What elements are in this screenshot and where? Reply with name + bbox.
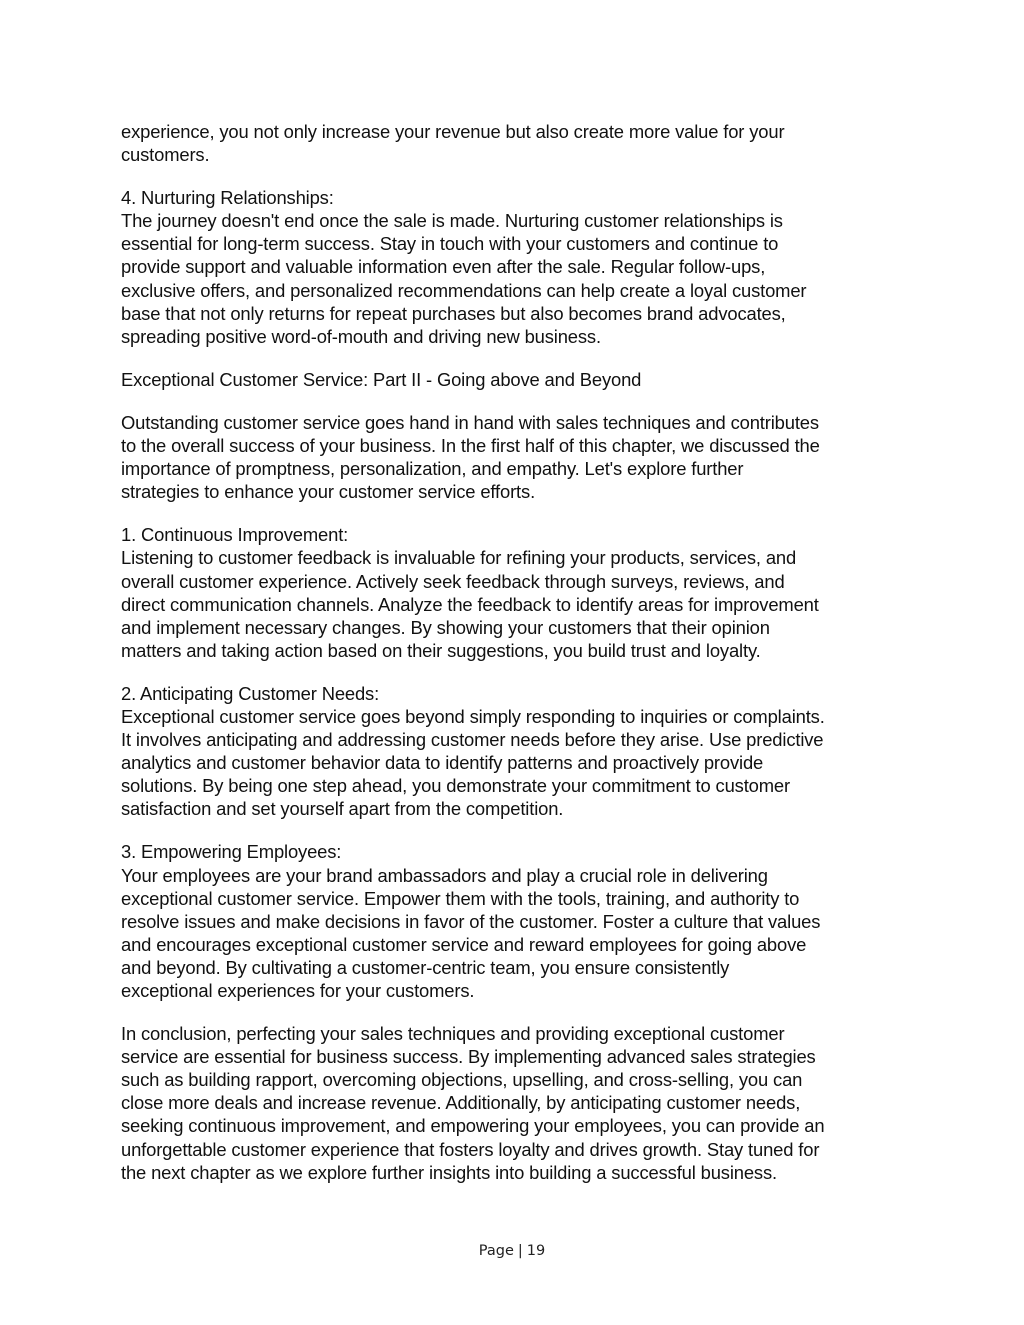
text-line: to the overall success of your business. In the first half of this chapter, we discussed the bbox=[121, 435, 820, 457]
text-line: resolve issues and make decisions in favor of the customer. Foster a culture that values bbox=[121, 910, 821, 932]
page-footer bbox=[0, 1243, 1024, 1259]
text-line: essential for long-term success. Stay in touch with your customers and continue to bbox=[121, 233, 779, 255]
section-heading: 4. Nurturing Relationships: bbox=[121, 187, 334, 209]
text-line: satisfaction and set yourself apart from the competition. bbox=[121, 798, 564, 820]
text-line: close more deals and increase revenue. Additionally, by anticipating customer needs, bbox=[121, 1092, 801, 1114]
part-intro-paragraph bbox=[121, 411, 911, 503]
text-line: service are essential for business success. By implementing advanced sales strategies bbox=[121, 1046, 816, 1068]
text-line: such as building rapport, overcoming objections, upselling, and cross-selling, you can bbox=[121, 1069, 803, 1091]
text-line: matters and taking action based on their suggestions, you build trust and loyalty. bbox=[121, 639, 761, 661]
text-line: Outstanding customer service goes hand in hand with sales techniques and contributes bbox=[121, 411, 819, 433]
text-line: and beyond. By cultivating a customer-centric team, you ensure consistently bbox=[121, 956, 730, 978]
text-line: experience, you not only increase your revenue but also create more value for your bbox=[121, 121, 785, 142]
section-heading: 3. Empowering Employees: bbox=[121, 841, 342, 863]
text-line: In conclusion, perfecting your sales techniques and providing exceptional customer bbox=[121, 1023, 785, 1045]
text-line: analytics and customer behavior data to identify patterns and proactively provide bbox=[121, 752, 764, 774]
text-line: base that not only returns for repeat purchases but also becomes brand advocates, bbox=[121, 302, 786, 324]
text-line: and encourages exceptional customer service and reward employees for going above bbox=[121, 933, 807, 955]
text-line: unforgettable customer experience that fosters loyalty and drives growth. Stay tuned for bbox=[121, 1138, 820, 1160]
text-line: exceptional experiences for your customers. bbox=[121, 980, 475, 1001]
text-line: Exceptional customer service goes beyond simply responding to inquiries or complaints. bbox=[121, 705, 825, 727]
document-page bbox=[121, 120, 911, 1204]
text-line: The journey doesn't end once the sale is made. Nurturing customer relationships is bbox=[121, 210, 783, 232]
text-line: importance of promptness, personalization, and empathy. Let's explore further bbox=[121, 458, 744, 480]
text-line: and implement necessary changes. By showing your customers that their opinion bbox=[121, 616, 770, 638]
section-heading: 2. Anticipating Customer Needs: bbox=[121, 682, 380, 704]
section-heading: 1. Continuous Improvement: bbox=[121, 524, 349, 546]
text-line: exclusive offers, and personalized recommendations can help create a loyal customer bbox=[121, 279, 807, 301]
section-anticipating-customer-needs bbox=[121, 682, 911, 821]
text-line: Your employees are your brand ambassadors and play a crucial role in delivering bbox=[121, 864, 768, 886]
page-separator: | bbox=[517, 1243, 523, 1259]
text-line: solutions. By being one step ahead, you demonstrate your commitment to customer bbox=[121, 775, 790, 797]
text-line: the next chapter as we explore further insights into building a successful business. bbox=[121, 1161, 777, 1183]
text-line: provide support and valuable information even after the sale. Regular follow-ups, bbox=[121, 256, 766, 278]
conclusion-paragraph bbox=[121, 1022, 911, 1184]
part-title-text: Exceptional Customer Service: Part II - Going above and Beyond bbox=[121, 368, 642, 390]
text-line: Listening to customer feedback is invaluable for refining your products, services, and bbox=[121, 547, 797, 569]
text-line: exceptional customer service. Empower them with the tools, training, and authority to bbox=[121, 887, 800, 909]
text-line: overall customer experience. Actively seek feedback through surveys, reviews, and bbox=[121, 570, 785, 592]
text-line: It involves anticipating and addressing customer needs before they arise. Use predictive bbox=[121, 729, 824, 751]
section-continuous-improvement bbox=[121, 523, 911, 662]
text-line: seeking continuous improvement, and empowering your employees, you can provide an bbox=[121, 1115, 825, 1137]
text-line: customers. bbox=[121, 144, 210, 166]
text-line: direct communication channels. Analyze the feedback to identify areas for improvement bbox=[121, 593, 819, 615]
text-line: strategies to enhance your customer service efforts. bbox=[121, 481, 536, 503]
section-nurturing-relationships bbox=[121, 186, 911, 348]
intro-continuation-paragraph bbox=[121, 120, 911, 166]
part-title bbox=[121, 368, 911, 391]
page-number: 19 bbox=[526, 1243, 546, 1259]
text-line: spreading positive word-of-mouth and driving new business. bbox=[121, 325, 601, 347]
page-label: Page bbox=[478, 1243, 514, 1259]
section-empowering-employees bbox=[121, 840, 911, 1002]
